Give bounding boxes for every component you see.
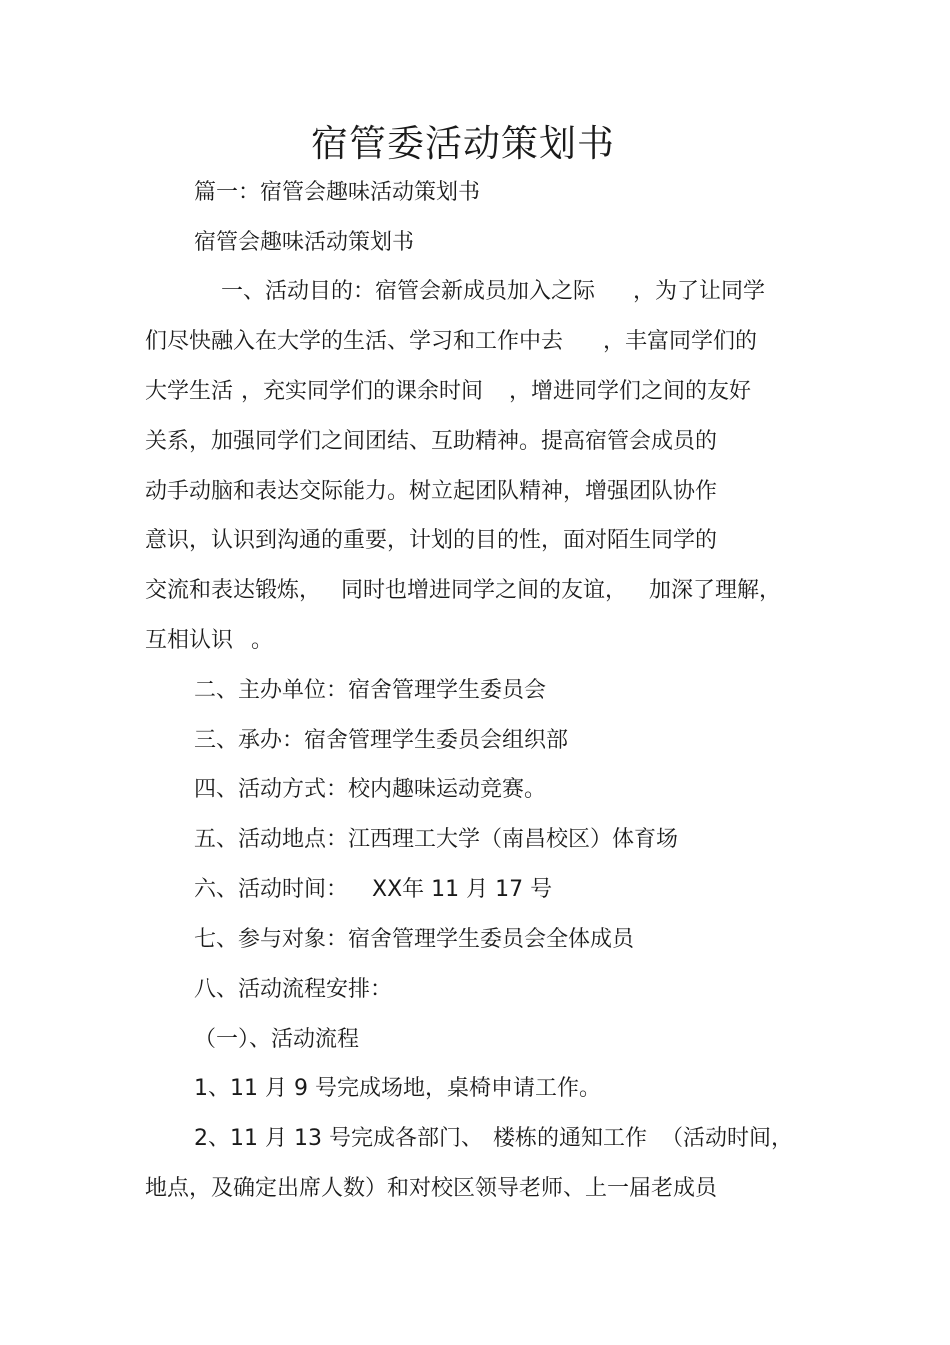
text-segment: 交流和表达锻炼， xyxy=(145,578,322,603)
text-segment: ，为了让同学 xyxy=(633,279,766,304)
step-2-line-1 xyxy=(194,1123,793,1155)
step-1-line: 1、11 月 9 号完成场地，桌椅申请工作。 xyxy=(194,1076,601,1101)
document-title: 宿管委活动策划书 xyxy=(311,122,615,165)
text-segment: ，增进同学们之间的友好 xyxy=(509,379,752,404)
participants-line: 七、参与对象：宿舍管理学生委员会全体成员 xyxy=(194,927,635,952)
text-segment: 互相认识 xyxy=(145,628,234,653)
document-subtitle: 宿管会趣味活动策划书 xyxy=(194,230,415,255)
section-heading: 篇一：宿管会趣味活动策划书 xyxy=(194,180,481,205)
text-segment: 一、活动目的：宿管会新成员加入之际 xyxy=(221,279,596,304)
text-segment: 2、11 月 13 号完成各部门、 xyxy=(194,1126,483,1151)
text-segment: 。 xyxy=(251,628,274,653)
time-value: XX年 11 月 17 号 xyxy=(372,877,553,902)
purpose-line-5: 动手动脑和表达交际能力。树立起团队精神，增强团队协作 xyxy=(145,479,718,504)
time-label: 六、活动时间： xyxy=(194,877,349,902)
text-segment: 加深了理解， xyxy=(649,578,782,603)
text-segment: 楼栋的通知工作 xyxy=(492,1126,647,1151)
text-segment: ，丰富同学们的 xyxy=(603,329,758,354)
text-segment: 同时也增进同学之间的友谊， xyxy=(341,578,628,603)
purpose-line-2 xyxy=(145,326,757,358)
organizer-line: 三、承办：宿舍管理学生委员会组织部 xyxy=(194,728,569,753)
purpose-line-6: 意识，认识到沟通的重要，计划的目的性，面对陌生同学的 xyxy=(145,528,718,553)
text-segment: 大学生活 xyxy=(145,379,234,404)
schedule-heading: 八、活动流程安排： xyxy=(194,977,393,1002)
sponsor-line: 二、主办单位：宿舍管理学生委员会 xyxy=(194,678,547,703)
time-line xyxy=(194,874,552,906)
format-line: 四、活动方式：校内趣味运动竞赛。 xyxy=(194,777,547,802)
purpose-line-7 xyxy=(145,575,781,607)
text-segment: ，充实同学们的课余时间 xyxy=(241,379,484,404)
location-line: 五、活动地点：江西理工大学（南昌校区）体育场 xyxy=(194,827,679,852)
step-2-line-2: 地点，及确定出席人数）和对校区领导老师、上一届老成员 xyxy=(145,1176,718,1201)
text-segment: 们尽快融入在大学的生活、学习和工作中去 xyxy=(145,329,564,354)
text-segment: （活动时间， xyxy=(660,1126,793,1151)
purpose-line-4: 关系，加强同学们之间团结、互助精神。提高宿管会成员的 xyxy=(145,429,718,454)
purpose-line-8 xyxy=(145,625,273,657)
purpose-line-3 xyxy=(145,376,751,408)
process-heading: （一）、活动流程 xyxy=(194,1027,360,1052)
purpose-line-1 xyxy=(221,276,765,308)
